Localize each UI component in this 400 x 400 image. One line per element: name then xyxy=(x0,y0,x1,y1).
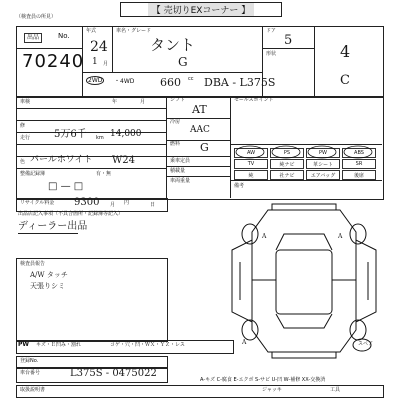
inspector-line2: 天張りシミ xyxy=(30,282,65,290)
lot-number: 70240 xyxy=(22,51,85,72)
feature-aftermarket-nav: 社ナビ xyxy=(270,170,304,180)
feature-ps: PS xyxy=(270,148,304,158)
mileage-label: 走行 xyxy=(20,135,31,141)
lot-no-label: No. xyxy=(58,32,70,40)
capacity-label: 乗車定員 xyxy=(170,158,191,164)
dealer-note: 出品店記入事項（不具合箇所・記録簿等記入） xyxy=(18,211,124,217)
fuel-value: G xyxy=(200,141,209,154)
displacement: 660 xyxy=(160,76,181,89)
recycle-fee: 9300 xyxy=(74,197,100,208)
tools-label: 工具 xyxy=(330,387,341,393)
color-label: 色 xyxy=(20,159,26,165)
recycle-label: リサイクル料金 xyxy=(20,200,55,206)
owner-label: 取扱説明書 xyxy=(20,387,46,393)
car-grade: G xyxy=(178,55,188,69)
header-note: （検査員の所見） xyxy=(16,14,57,20)
name-label: 車名・グレード xyxy=(116,28,152,34)
month-value: 1 xyxy=(92,57,98,67)
selling-points-label: セールスポイント xyxy=(234,97,274,103)
evaluation-score: 4 xyxy=(340,42,351,61)
car-name: タント xyxy=(150,36,196,54)
weight-label: 車両重量 xyxy=(170,178,191,184)
svg-text:A: A xyxy=(242,339,247,346)
door-label: ドア xyxy=(266,28,276,34)
year-value: 24 xyxy=(90,39,108,55)
drive-2wd-circle: 2WD xyxy=(88,77,103,84)
svg-text:A: A xyxy=(262,233,267,240)
feature-nav: 純ナビ xyxy=(270,159,304,169)
fuel-label: 燃料 xyxy=(170,141,181,147)
inspector-label: 検査員報告 xyxy=(20,261,46,267)
feature-rear: 後席 xyxy=(342,170,376,180)
door-count: 5 xyxy=(284,33,293,48)
feature-aw: AW xyxy=(234,148,268,158)
recycle-unit: 円 xyxy=(124,200,130,206)
feature-pw: PW xyxy=(306,148,340,158)
inspection-month: 月 xyxy=(140,99,146,105)
deadline-day: 日 xyxy=(150,202,156,208)
equipment-row xyxy=(16,385,384,398)
feature-leather: 革シート xyxy=(306,159,340,169)
chassis-label: 車台番号 xyxy=(20,370,41,376)
legend-prefix: PW xyxy=(18,341,30,348)
mileage-value: 5万6千 xyxy=(54,129,87,140)
displacement-unit: cc xyxy=(188,76,194,82)
mileage-note: 14,000 xyxy=(110,129,142,139)
feature-airbag: エアバッグ xyxy=(306,170,340,180)
registration-label: 登録No. xyxy=(20,358,39,364)
maintenance-value: 有・無 xyxy=(96,171,112,177)
mileage-unit: km xyxy=(96,135,104,141)
ac-value: AAC xyxy=(190,125,210,135)
shift-value: AT xyxy=(192,103,207,116)
venue-label: 出品 xyxy=(24,33,42,43)
jack-label: ジャッキ xyxy=(262,387,282,393)
inspector-line1: A/W タッチ xyxy=(30,271,68,279)
color-value: パールホワイト xyxy=(30,155,93,165)
notes-label: 備考 xyxy=(234,183,245,189)
banner-text: 【 売切りEXコーナー 】 xyxy=(148,3,255,16)
feature-sr: SR xyxy=(342,159,376,169)
legend-codes-2: コゲ・穴・凹・ＷＸ・ＹＺ・レス xyxy=(110,342,185,348)
feature-genuine: 純 xyxy=(234,170,268,180)
model-code: DBA - L375S xyxy=(204,76,276,89)
damage-legend: A-キズ C-腐食 E-エクボ S-サビ U-凹 W-補修 XX-交換済 xyxy=(200,377,326,383)
ac-label: 冷房 xyxy=(170,119,181,125)
load-label: 積載量 xyxy=(170,168,186,174)
deadline-month: 月 xyxy=(110,202,116,208)
svg-text:A: A xyxy=(338,233,343,240)
color-code: W24 xyxy=(112,155,136,166)
feature-tv: TV xyxy=(234,159,268,169)
feature-abs: ABS xyxy=(342,148,376,158)
year-label: 年式 xyxy=(86,28,97,34)
inspection-label: 車検 xyxy=(20,99,31,105)
inspection-year: 年 xyxy=(112,99,118,105)
chassis-number: L375S - 0475022 xyxy=(70,368,157,379)
legend-codes: キズ・Ｅ凹み・割れ xyxy=(36,342,81,348)
spare-label: スペア xyxy=(358,341,374,347)
drive-4wd: ・4WD xyxy=(114,78,135,85)
month-suffix: 月 xyxy=(103,61,109,67)
dealer-listing: ディーラー出品 xyxy=(18,221,88,232)
maintenance-label: 整備記録簿 xyxy=(20,171,46,177)
shift-label: シフト xyxy=(170,97,186,103)
history-mark: □ — □ xyxy=(48,181,84,192)
shape-label: 形状 xyxy=(266,51,277,57)
history-label: 修 xyxy=(20,123,26,129)
interior-grade: C xyxy=(340,73,350,88)
